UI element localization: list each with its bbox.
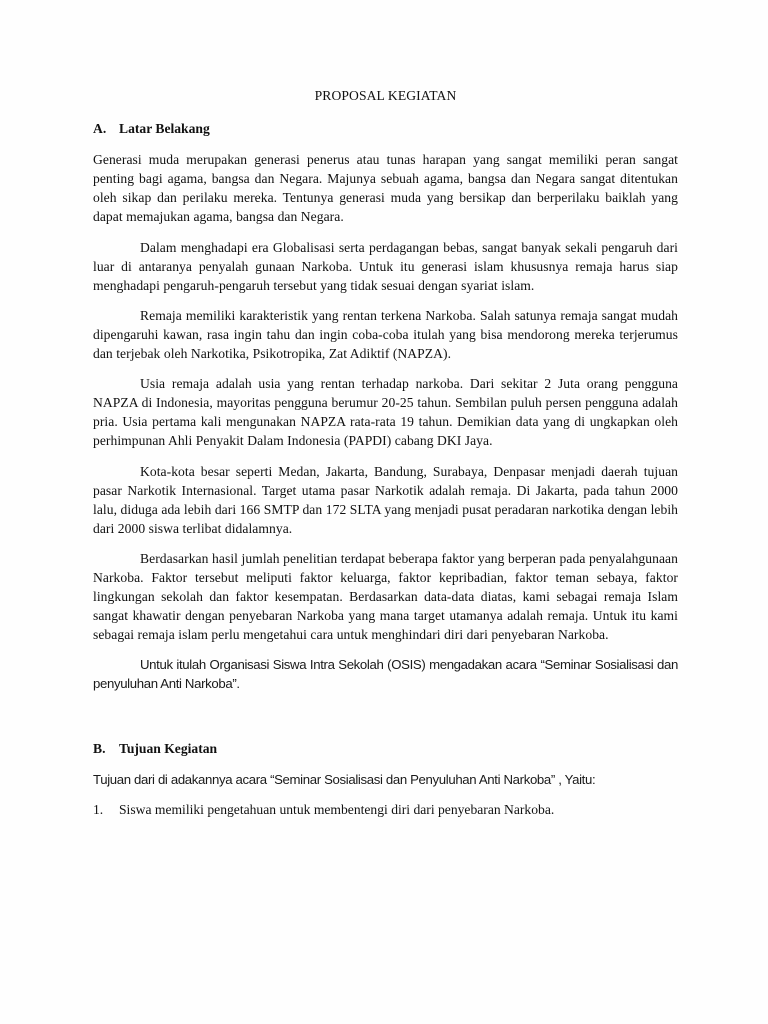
paragraph-5: Kota-kota besar seperti Medan, Jakarta, Bandung, Surabaya, Denpasar menjadi daerah tujuan pasar Narkotik Internasional. Target utama pasar Narkotik adalah remaja. Di Jakarta, pada tahun 2000 lalu, diduga ada lebih dari 166 SMTP dan 172 SLTA yang menjadi pusat peradaran narkotika dengan lebih dari 2000 siswa terlibat didalamnya. bbox=[93, 463, 678, 536]
section-b-letter: B. bbox=[93, 740, 106, 756]
section-spacer bbox=[93, 705, 678, 739]
paragraph-7: Untuk itulah Organisasi Siswa Intra Sekolah (OSIS) mengadakan acara “Seminar Sosialisasi dan penyuluhan Anti Narkoba”. bbox=[93, 657, 678, 692]
section-a-heading bbox=[93, 119, 678, 138]
paragraph-4: Usia remaja adalah usia yang rentan terhadap narkoba. Dari sekitar 2 Juta orang pengguna NAPZA di Indonesia, mayoritas pengguna berumur 20-25 tahun. Sembilan puluh persen pengguna adalah pria. Usia pertama kali mengunakan NAPZA rata-rata 19 tahun. Demikian data yang di ungkapkan oleh perhimpunan Ahli Penyakit Dalam Indonesia (PAPDI) cabang DKI Jaya. bbox=[93, 376, 678, 449]
list-item bbox=[93, 800, 678, 819]
section-a-letter: A. bbox=[93, 121, 107, 137]
paragraph-6: Berdasarkan hasil jumlah penelitian terdapat beberapa faktor yang berperan pada penyalahgunaan Narkoba. Faktor tersebut meliputi faktor keluarga, faktor kepribadian, faktor teman sebaya, faktor lingkungan sekolah dan faktor kesempatan. Berdasarkan data-data diatas, kami sebagai remaja Islam sangat khawatir dengan penyebaran Narkoba yang mana target utamanya adalah remaja. Untuk itu kami sebagai remaja islam perlu mengetahui cara untuk menghindari diri dari penyebaran Narkoba. bbox=[93, 550, 678, 643]
section-a-title: Latar Belakang bbox=[119, 121, 210, 137]
section-b-intro: Tujuan dari di adakannya acara “Seminar Sosialisasi dan Penyuluhan Anti Narkoba” , Yaitu: bbox=[93, 771, 596, 787]
paragraph-2: Dalam menghadapi era Globalisasi serta perdagangan bebas, sangat banyak sekali pengaruh dari luar di antaranya penyalah gunaan Narkoba. Untuk itu generasi islam khususnya remaja harus siap menghadapi pengaruh-pengaruh tersebut yang tidak sesuai dengan syariat islam. bbox=[93, 239, 678, 293]
paragraph-1: Generasi muda merupakan generasi penerus atau tunas harapan yang sangat memiliki peran sangat penting bagi agama, bangsa dan Negara. Majunya sebuah agama, bangsa dan Negara sangat ditentukan oleh sikap dan perilaku mereka. Tentunya generasi muda yang bersikap dan berperilaku baiklah yang dapat memajukan agama, bangsa dan Negara. bbox=[93, 152, 678, 225]
document-title: PROPOSAL KEGIATAN bbox=[314, 88, 457, 103]
document-body bbox=[93, 86, 678, 829]
section-b-title: Tujuan Kegiatan bbox=[119, 740, 218, 756]
list-item-text: Siswa memiliki pengetahuan untuk membentengi diri dari penyebaran Narkoba. bbox=[119, 801, 555, 817]
list-item-number: 1. bbox=[93, 801, 104, 817]
section-b-heading bbox=[93, 739, 678, 758]
paragraph-3: Remaja memiliki karakteristik yang rentan terkena Narkoba. Salah satunya remaja sangat mudah dipengaruhi kawan, rasa ingin tahu dan ingin coba-coba itulah yang bisa mendorong mereka terjerumus dan terjebak oleh Narkotika, Psikotropika, Zat Adiktif (NAPZA). bbox=[93, 307, 678, 362]
